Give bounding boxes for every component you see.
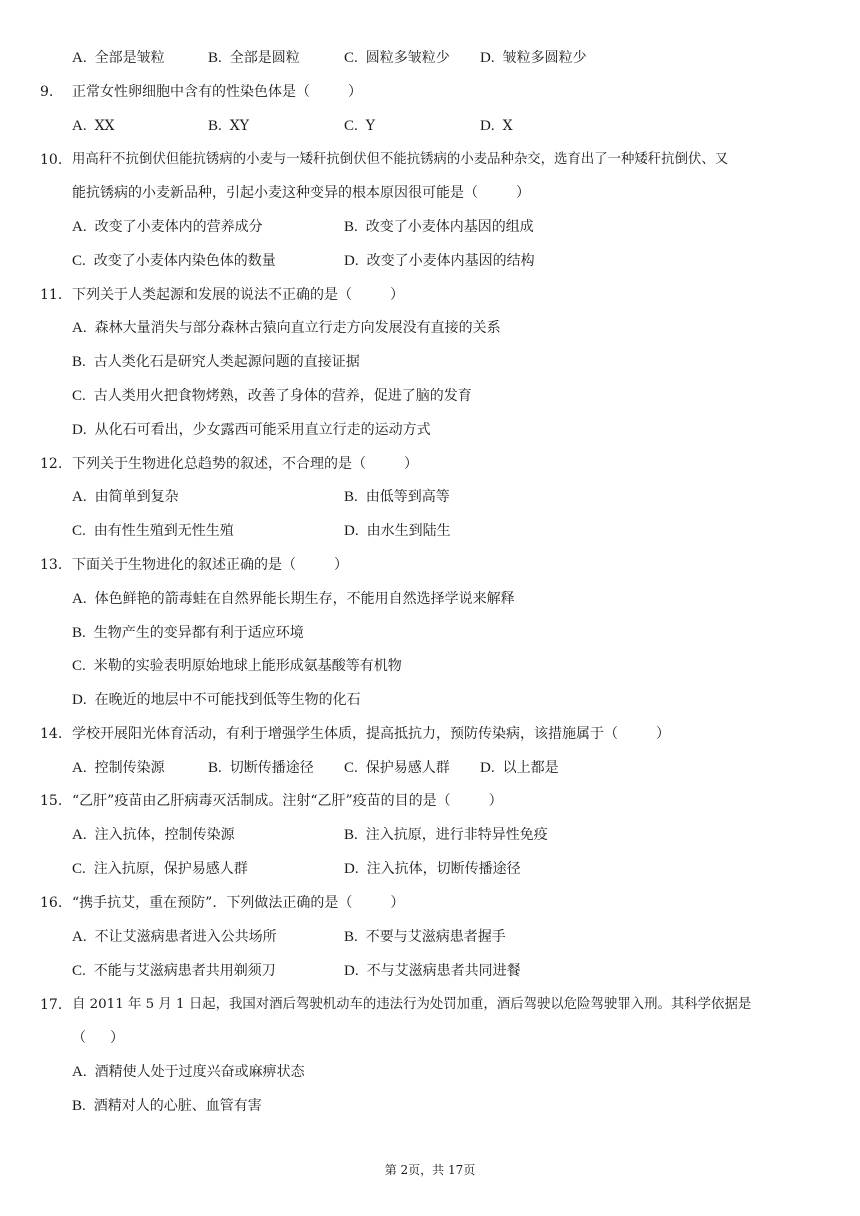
option-key: C. [344,50,358,66]
option-text: 控制传染源 [94,760,165,776]
option-text: 在晚近的地层中不可能找到低等生物的化石 [94,692,361,708]
q16-option-a [72,927,277,947]
question-number: 10. [40,152,63,168]
option-key: D. [344,523,359,539]
q13-option-c [72,656,402,676]
option-text: 圆粒多皱粒少 [365,50,450,66]
q11-option-a [72,318,501,338]
question-stem: 自 2011 年 5 月 1 日起，我国对酒后驾驶机动车的违法行为处罚加重，酒后驾驶以危险驾驶罪入刑。其科学依据是 [72,997,752,1012]
question-stem: “乙肝”疫苗由乙肝病毒灭活制成。注射“乙肝”疫苗的目的是（ ） [72,793,503,809]
option-key: D. [480,760,495,776]
option-key: B. [344,489,358,505]
option-key: B. [208,760,222,776]
option-key: B. [344,219,358,235]
option-text: 皱粒多圆粒少 [502,50,587,66]
q11-option-d [72,420,431,440]
question-number: 17. [40,997,63,1013]
q9-option-b [208,116,249,136]
option-text: 米勒的实验表明原始地球上能形成氨基酸等有机物 [93,658,402,674]
option-key: A. [72,827,87,843]
q13-option-b [72,623,304,643]
option-key: C. [344,118,358,134]
q8-option-a [72,48,165,68]
option-key: B. [72,1098,86,1114]
question-stem: 学校开展阳光体育活动，有利于增强学生体质，提高抵抗力，预防传染病，该措施属于（ ） [72,726,670,742]
option-text: 改变了小麦体内基因的结构 [366,253,535,269]
option-text: XX [94,118,115,134]
q10-option-d [344,251,535,271]
option-text: 切断传播途径 [229,760,314,776]
q12-option-b [344,487,450,507]
option-key: C. [72,963,86,979]
option-key: A. [72,760,87,776]
option-key: D. [344,861,359,877]
question-stem: “携手抗艾，重在预防”．下列做法正确的是（ ） [72,895,405,911]
question-stem: 正常女性卵细胞中含有的性染色体是（ ） [72,84,362,100]
question-number: 15. [40,793,63,809]
question-number: 11. [40,287,63,303]
option-text: 森林大量消失与部分森林古猿向直立行走方向发展没有直接的关系 [94,320,501,336]
option-text: 注入抗原，保护易感人群 [93,861,248,877]
option-text: 由简单到复杂 [94,489,179,505]
option-key: A. [72,118,87,134]
option-key: A. [72,320,87,336]
question-answer-paren: （ ） [72,1030,124,1046]
q10-option-c [72,251,276,271]
q17-option-b [72,1096,262,1116]
option-key: C. [72,658,86,674]
option-key: D. [344,963,359,979]
option-key: B. [72,625,86,641]
option-text: 不与艾滋病患者共同进餐 [366,963,521,979]
q8-option-c [344,48,450,68]
q15-option-b [344,825,548,845]
option-key: D. [480,118,495,134]
option-text: 古人类化石是研究人类起源问题的直接证据 [93,354,360,370]
option-text: 全部是圆粒 [229,50,300,66]
question-stem-line2: 能抗锈病的小麦新品种，引起小麦这种变异的根本原因很可能是（ ） [72,185,530,201]
option-text: 不能与艾滋病患者共用剃须刀 [93,963,276,979]
option-text: 不让艾滋病患者进入公共场所 [94,929,277,945]
q15-option-c [72,859,248,879]
option-key: C. [72,861,86,877]
option-text: 不要与艾滋病患者握手 [365,929,506,945]
option-text: Y [365,118,376,134]
option-text: 酒精使人处于过度兴奋或麻痹状态 [94,1064,305,1080]
q9-option-d [480,116,513,136]
q15-option-d [344,859,521,879]
q14-option-c [344,758,450,778]
option-key: D. [72,422,87,438]
q12-option-d [344,521,451,541]
option-key: C. [344,760,358,776]
option-text: 从化石可看出，少女露西可能采用直立行走的运动方式 [94,422,431,438]
option-key: B. [72,354,86,370]
q16-option-c [72,961,276,981]
option-text: 改变了小麦体内染色体的数量 [93,253,276,269]
option-text: 改变了小麦体内的营养成分 [94,219,263,235]
option-key: A. [72,219,87,235]
q10-option-b [344,217,534,237]
option-key: A. [72,1064,87,1080]
option-key: D. [72,692,87,708]
option-text: 以上都是 [502,760,559,776]
q16-option-d [344,961,521,981]
q11-option-b [72,352,360,372]
option-key: D. [344,253,359,269]
option-key: B. [208,118,222,134]
option-text: 酒精对人的心脏、血管有害 [93,1098,262,1114]
q8-option-d [480,48,587,68]
question-number: 16. [40,895,63,911]
q14-option-b [208,758,314,778]
q16-option-b [344,927,506,947]
option-text: 改变了小麦体内基因的组成 [365,219,534,235]
option-text: 生物产生的变异都有利于适应环境 [93,625,304,641]
q9-option-a [72,116,115,136]
option-key: A. [72,929,87,945]
question-number: 12. [40,456,63,472]
option-text: 注入抗体，切断传播途径 [366,861,521,877]
option-key: C. [72,523,86,539]
option-key: B. [344,827,358,843]
q13-option-a [72,589,515,609]
q15-option-a [72,825,235,845]
option-key: B. [344,929,358,945]
option-key: C. [72,388,86,404]
option-text: 由有性生殖到无性生殖 [93,523,234,539]
question-stem: 用高秆不抗倒伏但能抗锈病的小麦与一矮秆抗倒伏但不能抗锈病的小麦品种杂交，选育出了一种矮秆抗倒伏、又 [72,152,729,167]
q13-option-d [72,690,361,710]
question-number: 14. [40,726,63,742]
q9-option-c [344,116,375,136]
option-text: XY [229,118,249,134]
q14-option-d [480,758,559,778]
option-key: A. [72,489,87,505]
q8-option-b [208,48,300,68]
option-text: 古人类用火把食物烤熟，改善了身体的营养，促进了脑的发育 [93,388,472,404]
q12-option-c [72,521,234,541]
option-text: 体色鲜艳的箭毒蛙在自然界能长期生存，不能用自然选择学说来解释 [94,591,515,607]
q14-option-a [72,758,165,778]
option-text: 注入抗体，控制传染源 [94,827,235,843]
option-text: 保护易感人群 [365,760,450,776]
question-number: 9. [40,84,54,100]
q10-option-a [72,217,263,237]
question-stem: 下列关于生物进化总趋势的叙述，不合理的是（ ） [72,456,418,472]
option-text: X [502,118,513,134]
option-key: A. [72,591,87,607]
page-number-footer: 第 2页，共 17页 [384,1163,476,1177]
option-key: B. [208,50,222,66]
question-stem: 下列关于人类起源和发展的说法不正确的是（ ） [72,287,404,303]
question-stem: 下面关于生物进化的叙述正确的是（ ） [72,557,348,573]
option-text: 全部是皱粒 [94,50,165,66]
option-text: 由低等到高等 [365,489,450,505]
q12-option-a [72,487,179,507]
option-key: C. [72,253,86,269]
option-text: 注入抗原，进行非特异性免疫 [365,827,548,843]
option-key: D. [480,50,495,66]
option-key: A. [72,50,87,66]
question-number: 13. [40,557,63,573]
q17-option-a [72,1062,305,1082]
option-text: 由水生到陆生 [366,523,451,539]
q11-option-c [72,386,472,406]
